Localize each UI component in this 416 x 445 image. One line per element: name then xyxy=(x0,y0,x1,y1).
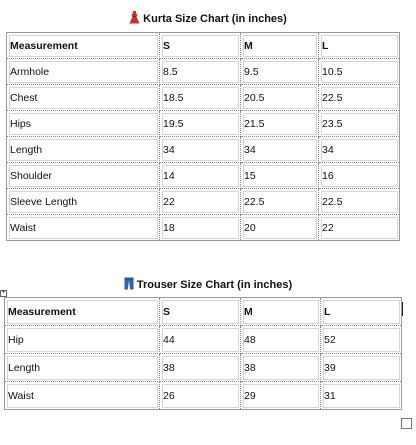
table-row xyxy=(7,163,400,189)
size-value-cell[interactable]: 14 xyxy=(160,163,241,189)
trouser-title-text: Trouser Size Chart (in inches) xyxy=(136,279,293,291)
measurement-cell[interactable]: Chest xyxy=(7,85,160,111)
header-cell[interactable]: M xyxy=(241,33,319,59)
size-value-cell[interactable]: 34 xyxy=(319,137,400,163)
trouser-size-table xyxy=(4,297,402,410)
size-value-cell[interactable]: 20.5 xyxy=(241,85,319,111)
measurement-cell[interactable]: Hip xyxy=(5,326,160,354)
measurement-cell[interactable]: Armhole xyxy=(7,59,160,85)
table-row xyxy=(7,137,400,163)
size-value-cell[interactable]: 22.5 xyxy=(241,189,319,215)
size-value-cell[interactable]: 38 xyxy=(160,354,241,382)
measurement-cell[interactable]: Length xyxy=(7,137,160,163)
measurement-cell[interactable]: Sleeve Length xyxy=(7,189,160,215)
kurta-size-chart-heading xyxy=(0,11,416,28)
size-value-cell[interactable]: 8.5 xyxy=(160,59,241,85)
measurement-cell[interactable]: Shoulder xyxy=(7,163,160,189)
size-value-cell[interactable]: 10.5 xyxy=(319,59,400,85)
size-value-cell[interactable]: 44 xyxy=(160,326,241,354)
size-value-cell[interactable]: 23.5 xyxy=(319,111,400,137)
kurta-size-table xyxy=(6,32,400,241)
size-value-cell[interactable]: 29 xyxy=(241,382,321,410)
jeans-icon xyxy=(124,277,134,294)
table-header-row xyxy=(7,33,400,59)
size-value-cell[interactable]: 34 xyxy=(160,137,241,163)
dress-icon xyxy=(129,11,140,28)
table-row xyxy=(5,354,402,382)
table-resize-handle[interactable] xyxy=(401,418,412,429)
size-value-cell[interactable]: 16 xyxy=(319,163,400,189)
table-row xyxy=(7,189,400,215)
header-cell[interactable]: L xyxy=(319,33,400,59)
measurement-cell[interactable]: Length xyxy=(5,354,160,382)
size-value-cell[interactable]: 20 xyxy=(241,215,319,241)
text-cursor xyxy=(402,302,403,316)
size-value-cell[interactable]: 18 xyxy=(160,215,241,241)
size-value-cell[interactable]: 52 xyxy=(321,326,402,354)
size-value-cell[interactable]: 22.5 xyxy=(319,85,400,111)
size-value-cell[interactable]: 22 xyxy=(319,215,400,241)
size-value-cell[interactable]: 39 xyxy=(321,354,402,382)
measurement-cell[interactable]: Hips xyxy=(7,111,160,137)
header-cell[interactable]: Measurement xyxy=(5,298,160,326)
size-value-cell[interactable]: 38 xyxy=(241,354,321,382)
header-cell[interactable]: S xyxy=(160,298,241,326)
kurta-title-text: Kurta Size Chart (in inches) xyxy=(143,13,287,25)
table-row xyxy=(5,382,402,410)
measurement-cell[interactable]: Waist xyxy=(5,382,160,410)
size-value-cell[interactable]: 18.5 xyxy=(160,85,241,111)
size-value-cell[interactable]: 15 xyxy=(241,163,319,189)
size-value-cell[interactable]: 19.5 xyxy=(160,111,241,137)
size-value-cell[interactable]: 21.5 xyxy=(241,111,319,137)
size-value-cell[interactable]: 48 xyxy=(241,326,321,354)
size-value-cell[interactable]: 9.5 xyxy=(241,59,319,85)
table-row xyxy=(7,111,400,137)
table-row xyxy=(5,326,402,354)
trouser-size-chart-heading xyxy=(0,277,416,294)
table-row xyxy=(7,85,400,111)
measurement-cell[interactable]: Waist xyxy=(7,215,160,241)
table-row xyxy=(7,59,400,85)
header-cell[interactable]: M xyxy=(241,298,321,326)
table-header-row xyxy=(5,298,402,326)
table-move-handle[interactable]: + xyxy=(1,290,6,296)
size-value-cell[interactable]: 22 xyxy=(160,189,241,215)
header-cell[interactable]: L xyxy=(321,298,402,326)
size-value-cell[interactable]: 26 xyxy=(160,382,241,410)
header-cell[interactable]: Measurement xyxy=(7,33,160,59)
header-cell[interactable]: S xyxy=(160,33,241,59)
size-value-cell[interactable]: 22.5 xyxy=(319,189,400,215)
size-value-cell[interactable]: 34 xyxy=(241,137,319,163)
size-value-cell[interactable]: 31 xyxy=(321,382,402,410)
table-row xyxy=(7,215,400,241)
